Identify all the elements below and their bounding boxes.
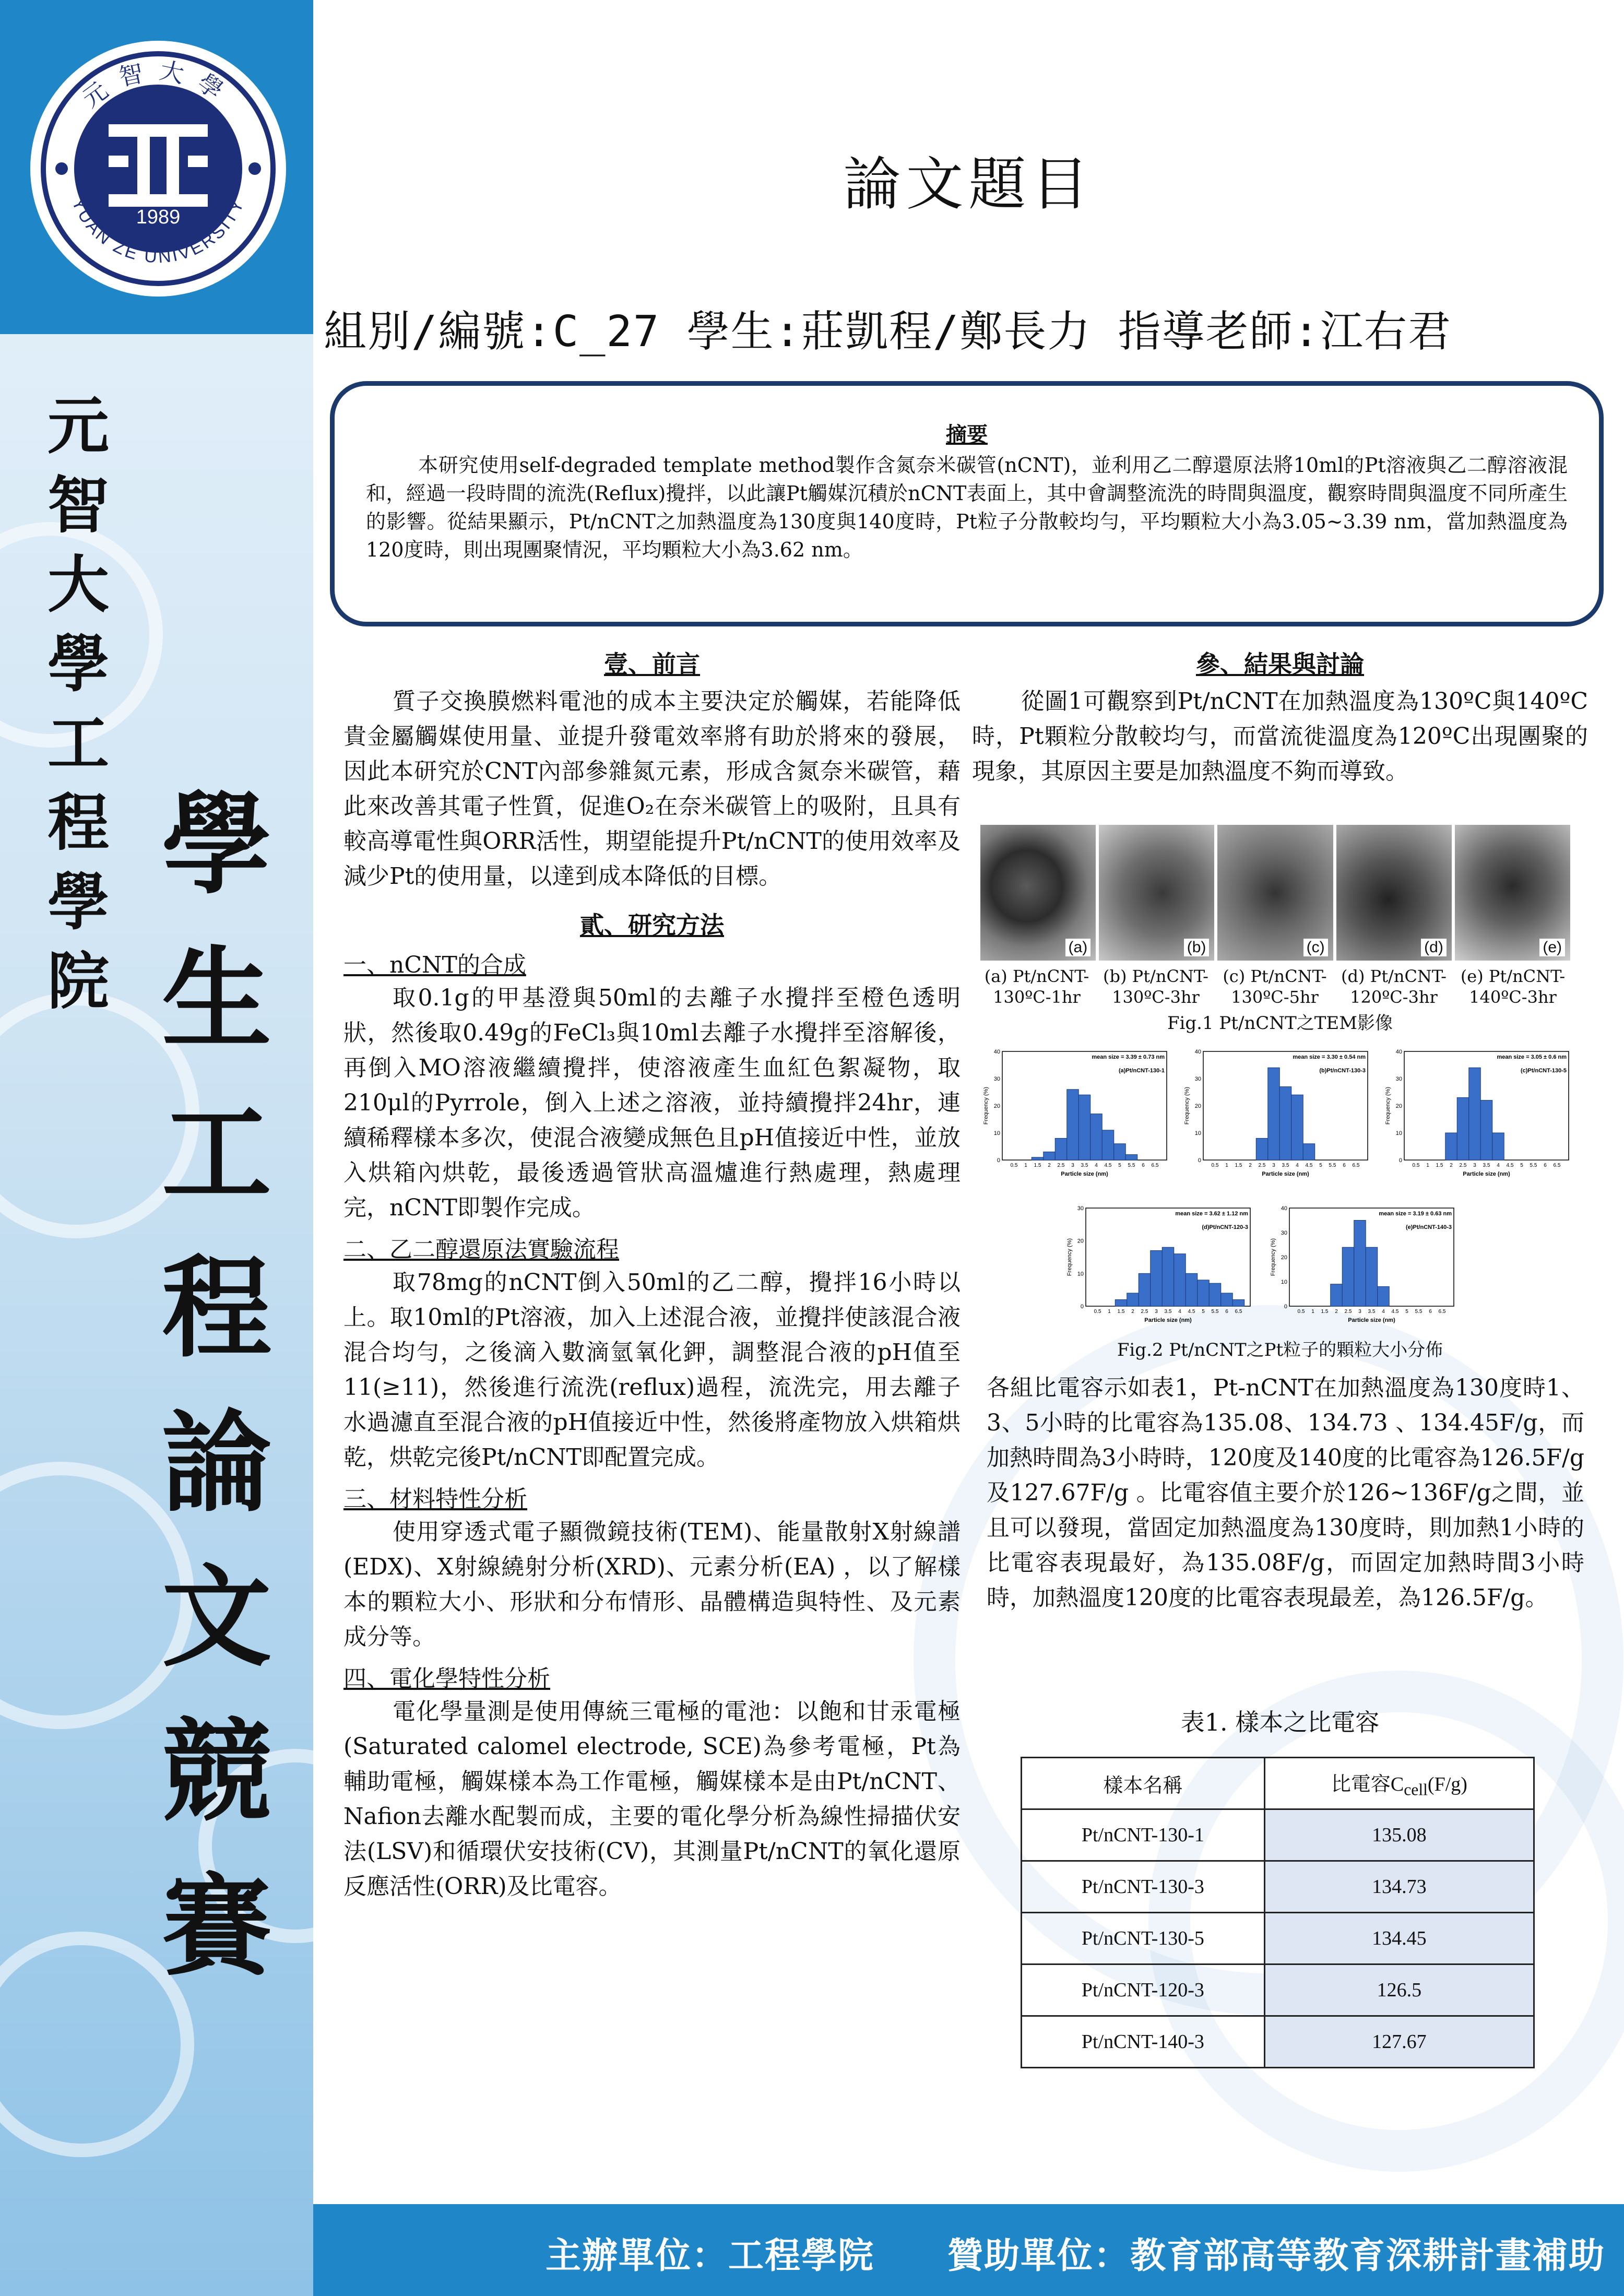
y-tick-label: 30 xyxy=(1395,1076,1402,1082)
histogram-bar xyxy=(1279,1087,1291,1160)
x-tick-label: 6.5 xyxy=(1553,1163,1561,1168)
x-tick-label: 0.5 xyxy=(1412,1163,1420,1168)
abstract-text: 本研究使用self-degraded template method製作含氮奈米碳管(nCNT)，並利用乙二醇還原法將10ml的Pt溶液與乙二醇溶液混和，經過一段時間的流洗(Reflux)攪拌，以此讓Pt觸媒沉積於nCNT表面上，其中會調整流洗的時間與溫度，觀察時間與溫度不同所產生的影響。從結果顯示，Pt/nCNT之加熱溫度為130度與140度時，Pt粒子分散較均勻，平均顆粒大小為3.05~3.39 nm，當加熱溫度為120度時，則出現團聚情況，平均顆粒大小為3.62 nm。 xyxy=(366,454,1568,561)
vertical-char: 程 xyxy=(47,786,109,859)
table-caption: 表1. 樣本之比電容 xyxy=(1180,1708,1380,1736)
histogram-bar xyxy=(1090,1114,1103,1160)
histogram-bar xyxy=(1378,1286,1390,1306)
logo-symbol xyxy=(109,124,208,207)
chart-title: (e)Pt/nCNT-140-3 xyxy=(1405,1224,1452,1230)
x-tick-label: 6 xyxy=(1343,1163,1346,1168)
table-row xyxy=(1022,1861,1534,1913)
x-tick-label: 4.5 xyxy=(1305,1163,1313,1168)
x-tick-label: 1.5 xyxy=(1321,1309,1329,1315)
y-tick-label: 10 xyxy=(1395,1130,1402,1137)
results-heading: 參、結果與討論 xyxy=(1196,650,1364,678)
histogram-bar xyxy=(1044,1152,1056,1160)
y-tick-label: 20 xyxy=(993,1103,1000,1109)
histogram-e xyxy=(1269,1201,1459,1331)
x-tick-label: 6 xyxy=(1429,1309,1432,1315)
y-axis-label: Frequency (%) xyxy=(1066,1238,1073,1276)
x-tick-label: 2 xyxy=(1131,1309,1134,1315)
x-tick-label: 6.5 xyxy=(1438,1309,1446,1315)
y-tick-label: 0 xyxy=(1198,1157,1201,1164)
table-cell-sample: Pt/nCNT-130-3 xyxy=(1022,1861,1265,1913)
logo-year: 1989 xyxy=(136,206,181,228)
chart-title: (d)Pt/nCNT-120-3 xyxy=(1202,1224,1248,1230)
intro-heading: 壹、前言 xyxy=(604,650,700,678)
x-tick-label: 0.5 xyxy=(1094,1309,1101,1315)
x-tick-label: 3 xyxy=(1071,1163,1074,1168)
y-tick-label: 0 xyxy=(1080,1304,1084,1310)
vertical-char: 賽 xyxy=(161,1862,271,1991)
x-tick-label: 4 xyxy=(1382,1309,1385,1315)
y-axis-label: Frequency (%) xyxy=(1184,1086,1190,1125)
methods-text-3: 使用穿透式電子顯微鏡技術(TEM)、能量散射X射線譜(EDX)、X射線繞射分析(XRD)、元素分析(EA) ，以了解樣本的顆粒大小、形狀和分布情形、晶體構造與特性、及元素成分等。 xyxy=(343,1519,961,1650)
x-tick-label: 4.5 xyxy=(1188,1309,1195,1315)
y-tick-label: 10 xyxy=(1077,1271,1084,1277)
x-tick-label: 1 xyxy=(1108,1309,1111,1315)
histogram-bar xyxy=(1445,1133,1457,1160)
histogram-bar xyxy=(1469,1068,1481,1160)
table-header-sample: 樣本名稱 xyxy=(1022,1758,1265,1809)
x-axis-label: Particle size (nm) xyxy=(1463,1171,1510,1177)
x-tick-label: 3.5 xyxy=(1483,1163,1490,1168)
x-tick-label: 5.5 xyxy=(1128,1163,1135,1168)
tem-image-label: (a) xyxy=(1065,939,1091,956)
tem-image xyxy=(1455,825,1570,961)
x-tick-label: 1.5 xyxy=(1117,1309,1125,1315)
x-tick-label: 2 xyxy=(1450,1163,1453,1168)
histogram-bar xyxy=(1354,1221,1366,1307)
x-tick-label: 6 xyxy=(1142,1163,1145,1168)
histogram-bar xyxy=(1067,1090,1079,1160)
table-cell-value: 134.73 xyxy=(1264,1861,1534,1913)
y-axis-label: Frequency (%) xyxy=(1385,1086,1391,1125)
methods-text-4: 電化學量測是使用傳統三電極的電池：以飽和甘汞電極(Saturated calomel electrode, SCE)為參考電極，Pt為輔助電極，觸媒樣本為工作電極，觸媒樣本是由Pt/nCNT、Nafion去離水配製而成，主要的電化學分析為線性掃描伏安法(LSV)和循環伏安技術(CV)，其測量Pt/nCNT的氧化還原反應活性(ORR)及比電容。 xyxy=(343,1698,961,1900)
x-tick-label: 2.5 xyxy=(1141,1309,1148,1315)
chart-annotation: mean size = 3.39 ± 0.73 nm xyxy=(1092,1054,1165,1060)
footer-bar xyxy=(313,2204,1624,2296)
x-tick-label: 4.5 xyxy=(1506,1163,1514,1168)
poster-title: 論文題目 xyxy=(843,151,1094,218)
chart-title: (a)Pt/nCNT-130-1 xyxy=(1118,1068,1165,1074)
x-tick-label: 5 xyxy=(1520,1163,1523,1168)
histogram-b xyxy=(1182,1044,1373,1185)
x-tick-label: 5 xyxy=(1319,1163,1322,1168)
chart-annotation: mean size = 3.30 ± 0.54 nm xyxy=(1293,1054,1366,1060)
chart-title: (b)Pt/nCNT-130-3 xyxy=(1319,1068,1366,1074)
left-column xyxy=(343,642,961,1904)
x-tick-label: 1 xyxy=(1225,1163,1228,1168)
histogram-bar xyxy=(1480,1100,1492,1160)
histogram-bar xyxy=(1232,1299,1244,1306)
logo-star-icons xyxy=(55,162,261,175)
x-tick-label: 6.5 xyxy=(1151,1163,1159,1168)
x-tick-label: 2 xyxy=(1048,1163,1051,1168)
vertical-char: 院 xyxy=(47,945,109,1017)
x-tick-label: 3 xyxy=(1358,1309,1361,1315)
x-tick-label: 2.5 xyxy=(1459,1163,1467,1168)
y-tick-label: 20 xyxy=(1281,1254,1287,1261)
x-tick-label: 4 xyxy=(1296,1163,1299,1168)
y-tick-label: 0 xyxy=(1398,1157,1402,1164)
x-tick-label: 1.5 xyxy=(1034,1163,1041,1168)
chart-annotation: mean size = 3.05 ± 0.6 nm xyxy=(1497,1054,1567,1060)
figure-2-caption: Fig.2 Pt/nCNT之Pt粒子的顆粒大小分佈 xyxy=(1117,1340,1443,1360)
histogram-bar xyxy=(1151,1250,1163,1306)
footer-text: 主辦單位：工程學院 贊助單位：教育部高等教育深耕計畫補助 xyxy=(545,2235,1605,2277)
x-tick-label: 4.5 xyxy=(1391,1309,1399,1315)
x-tick-label: 6 xyxy=(1544,1163,1547,1168)
tem-image xyxy=(1217,825,1333,961)
table-row xyxy=(1022,2016,1534,2068)
tem-image-label: (b) xyxy=(1184,939,1210,956)
vertical-char: 工 xyxy=(47,707,109,779)
abstract-box xyxy=(330,381,1604,626)
tem-caption: (c) Pt/nCNT-130ºC-5hr xyxy=(1223,966,1327,1007)
college-name xyxy=(47,386,110,1021)
histogram-bar xyxy=(1078,1095,1090,1160)
table-header-row xyxy=(1022,1758,1534,1809)
histogram-bar xyxy=(1342,1247,1354,1306)
histogram-bar xyxy=(1162,1247,1174,1306)
chart-annotation: mean size = 3.19 ± 0.63 nm xyxy=(1379,1211,1452,1217)
abstract-heading: 摘要 xyxy=(946,422,988,447)
y-tick-label: 20 xyxy=(1077,1238,1084,1245)
y-tick-label: 30 xyxy=(1281,1230,1287,1236)
x-tick-label: 5.5 xyxy=(1329,1163,1336,1168)
x-tick-label: 2.5 xyxy=(1258,1163,1266,1168)
y-tick-label: 10 xyxy=(1281,1279,1287,1285)
table-cell-value: 135.08 xyxy=(1264,1809,1534,1861)
x-tick-label: 2 xyxy=(1335,1309,1338,1315)
chart-annotation: mean size = 3.62 ± 1.12 nm xyxy=(1175,1211,1248,1217)
histogram-a xyxy=(981,1044,1172,1185)
group-info: 組別/編號:C_27 學生:莊凱程/鄭長力 指導老師:江右君 xyxy=(324,307,1452,357)
table-cell-sample: Pt/nCNT-130-5 xyxy=(1022,1913,1265,1964)
y-tick-label: 20 xyxy=(1194,1103,1201,1109)
x-tick-label: 1 xyxy=(1311,1309,1314,1315)
vertical-char: 論 xyxy=(161,1398,271,1527)
histogram-bar xyxy=(1331,1284,1343,1306)
histogram-bar xyxy=(1186,1273,1198,1306)
table-cell-sample: Pt/nCNT-140-3 xyxy=(1022,2016,1265,2068)
x-tick-label: 4 xyxy=(1095,1163,1098,1168)
x-axis-label: Particle size (nm) xyxy=(1348,1317,1395,1323)
x-tick-label: 3.5 xyxy=(1164,1309,1172,1315)
x-tick-label: 5.5 xyxy=(1530,1163,1537,1168)
y-tick-label: 20 xyxy=(1395,1103,1402,1109)
methods-subheading-4: 四、電化學特性分析 xyxy=(343,1665,550,1692)
histogram-bar xyxy=(1115,1299,1127,1306)
methods-subheading-2: 二、乙二醇還原法實驗流程 xyxy=(343,1236,619,1263)
x-tick-label: 5 xyxy=(1202,1309,1205,1315)
histogram-bar xyxy=(1492,1133,1504,1160)
histogram-bar xyxy=(1256,1138,1268,1160)
methods-heading: 貳、研究方法 xyxy=(580,911,724,939)
x-tick-label: 2.5 xyxy=(1344,1309,1352,1315)
x-axis-label: Particle size (nm) xyxy=(1262,1171,1309,1177)
x-tick-label: 0.5 xyxy=(1297,1309,1305,1315)
x-tick-label: 0.5 xyxy=(1010,1163,1018,1168)
histogram-bar xyxy=(1366,1247,1378,1306)
table-cell-value: 127.67 xyxy=(1264,2016,1534,2068)
methods-subheading-1: 一、nCNT的合成 xyxy=(343,952,526,978)
histogram-bar xyxy=(1032,1157,1044,1160)
x-tick-label: 3.5 xyxy=(1282,1163,1289,1168)
histogram-bar xyxy=(1221,1293,1233,1306)
vertical-char: 學 xyxy=(161,780,271,909)
vertical-char: 學 xyxy=(47,866,109,938)
tem-caption: (a) Pt/nCNT-130ºC-1hr xyxy=(984,966,1089,1007)
table-header-capacitance: 比電容$C_{cell}(F/g)$ xyxy=(1264,1758,1534,1809)
histogram-bar xyxy=(1291,1095,1303,1160)
x-tick-label: 3 xyxy=(1272,1163,1275,1168)
results-text-2: 各組比電容示如表1，Pt-nCNT在加熱溫度為130度時1、3、5小時的比電容為135.08、134.73 、134.45F/g，而加熱時間為3小時時，120度及140度的比電容為126.5F/g及127.67F/g 。比電容值主要介於126~136F/g之間，並且可以發現，當固定加熱溫度為130度時，則加熱1小時的比電容表現最好，為135.08F/g，而固定加熱時間3小時時，加熱溫度120度的比電容表現最差，為126.5F/g。 xyxy=(987,1375,1584,1611)
figure-1-caption: Fig.1 Pt/nCNT之TEM影像 xyxy=(1167,1013,1393,1034)
x-axis-label: Particle size (nm) xyxy=(1061,1171,1108,1177)
logo-bottom-text: YUAN ZE UNIVERSITY xyxy=(67,195,249,267)
tem-image-label: (d) xyxy=(1421,939,1447,956)
y-axis-label: Frequency (%) xyxy=(983,1086,989,1125)
x-tick-label: 5 xyxy=(1118,1163,1121,1168)
histogram-c xyxy=(1383,1044,1574,1185)
x-tick-label: 6.5 xyxy=(1352,1163,1360,1168)
vertical-char: 工 xyxy=(161,1089,271,1218)
histogram-bar xyxy=(1055,1138,1067,1160)
table-row xyxy=(1022,1913,1534,1964)
y-tick-label: 30 xyxy=(1194,1076,1201,1082)
histogram-bar xyxy=(1102,1130,1114,1160)
y-tick-label: 30 xyxy=(1077,1205,1084,1212)
table-cell-sample: Pt/nCNT-130-1 xyxy=(1022,1809,1265,1861)
tem-caption: (e) Pt/nCNT-140ºC-3hr xyxy=(1460,966,1566,1007)
x-tick-label: 0.5 xyxy=(1211,1163,1219,1168)
sidebar xyxy=(0,0,313,2296)
x-tick-label: 5 xyxy=(1405,1309,1408,1315)
methods-text-2: 取78mg的nCNT倒入50ml的乙二醇，攪拌16小時以上。取10ml的Pt溶液，加入上述混合液，並攪拌使該混合液混合均勻，之後滴入數滴氫氧化鉀，調整混合液的pH值至11(≥11)，然後進行流洗(reflux)過程，流洗完，用去離子水過濾直至混合液的pH值接近中性，然後將產物放入烘箱烘乾，烘乾完後Pt/nCNT即配置完成。 xyxy=(343,1269,961,1471)
y-tick-label: 40 xyxy=(1395,1049,1402,1055)
x-tick-label: 1.5 xyxy=(1235,1163,1242,1168)
y-tick-label: 40 xyxy=(993,1049,1000,1055)
vertical-char: 競 xyxy=(161,1707,271,1836)
x-tick-label: 1 xyxy=(1024,1163,1027,1168)
x-tick-label: 4.5 xyxy=(1104,1163,1112,1168)
x-tick-label: 5.5 xyxy=(1211,1309,1219,1315)
x-tick-label: 6.5 xyxy=(1235,1309,1242,1315)
x-axis-label: Particle size (nm) xyxy=(1144,1317,1192,1323)
right-column xyxy=(972,642,1588,789)
tem-image-label: (c) xyxy=(1303,939,1328,956)
y-tick-label: 0 xyxy=(997,1157,1000,1164)
tem-captions xyxy=(977,966,1572,1008)
y-tick-label: 40 xyxy=(1281,1205,1287,1212)
vertical-char: 學 xyxy=(47,628,109,700)
y-tick-label: 10 xyxy=(993,1130,1000,1137)
capacitance-table xyxy=(1021,1757,1535,2068)
histogram-bar xyxy=(1457,1097,1469,1160)
histogram-bar xyxy=(1209,1283,1221,1306)
x-tick-label: 3.5 xyxy=(1081,1163,1088,1168)
histogram-bar xyxy=(1198,1280,1210,1306)
y-axis-label: Frequency (%) xyxy=(1270,1238,1276,1276)
x-tick-label: 5.5 xyxy=(1415,1309,1423,1315)
histogram-bar xyxy=(1125,1155,1137,1160)
vertical-char: 程 xyxy=(161,1244,271,1372)
logo-top-text: 元智大學 xyxy=(77,56,240,113)
x-tick-label: 4 xyxy=(1497,1163,1500,1168)
methods-text-1: 取0.1g的甲基澄與50ml的去離子水攪拌至橙色透明狀，然後取0.49g的FeCl₃與10ml去離子水攪拌至溶解後，再倒入MO溶液繼續攪拌，使溶液產生血紅色絮凝物，取210μl的Pyrrole，倒入上述之溶液，並持續攪拌24hr，連續稀釋樣本多次，使混合液變成無色且pH值接近中性，並放入烘箱內烘乾，最後透過管狀高溫爐進行熱處理，熱處理完，nCNT即製作完成。 xyxy=(343,985,961,1221)
tem-caption: (d) Pt/nCNT-120ºC-3hr xyxy=(1341,966,1447,1007)
tem-image-row xyxy=(980,825,1570,961)
tem-image xyxy=(1336,825,1452,961)
y-tick-label: 10 xyxy=(1194,1130,1201,1137)
histogram-bar xyxy=(1127,1293,1139,1306)
results-discussion xyxy=(987,1370,1584,1615)
tem-image-label: (e) xyxy=(1539,939,1565,956)
y-tick-label: 0 xyxy=(1284,1304,1287,1310)
vertical-char: 元 xyxy=(47,389,109,462)
x-tick-label: 6 xyxy=(1225,1309,1228,1315)
histogram-bar xyxy=(1174,1254,1186,1306)
x-tick-label: 3 xyxy=(1155,1309,1158,1315)
y-tick-label: 40 xyxy=(1194,1049,1201,1055)
histogram-bar xyxy=(1139,1273,1151,1306)
x-tick-label: 1 xyxy=(1426,1163,1429,1168)
intro-text: 質子交換膜燃料電池的成本主要決定於觸媒，若能降低貴金屬觸媒使用量、並提升發電效率將有助於將來的發展，因此本研究於CNT內部參雜氮元素，形成含氮奈米碳管，藉此來改善其電子性質，促進O₂在奈米碳管上的吸附，且具有較高導電性與ORR活性，期望能提升Pt/nCNT的使用效率及減少Pt的使用量，以達到成本降低的目標。 xyxy=(343,688,961,890)
histogram-bar xyxy=(1268,1068,1280,1160)
y-tick-label: 30 xyxy=(993,1076,1000,1082)
table-cell-value: 134.45 xyxy=(1264,1913,1534,1964)
table-row xyxy=(1022,1964,1534,2016)
table-cell-value: 126.5 xyxy=(1264,1964,1534,2016)
vertical-char: 大 xyxy=(47,548,109,621)
contest-name xyxy=(157,767,277,2004)
x-tick-label: 2.5 xyxy=(1057,1163,1065,1168)
table-row xyxy=(1022,1809,1534,1861)
methods-subheading-3: 三、材料特性分析 xyxy=(343,1486,527,1512)
vertical-char: 智 xyxy=(47,469,109,541)
table-cell-sample: Pt/nCNT-120-3 xyxy=(1022,1964,1265,2016)
tem-image xyxy=(1099,825,1214,961)
tem-caption: (b) Pt/nCNT-130ºC-3hr xyxy=(1103,966,1208,1007)
x-tick-label: 4 xyxy=(1178,1309,1181,1315)
x-tick-label: 2 xyxy=(1249,1163,1252,1168)
histogram-bar xyxy=(1114,1144,1126,1160)
x-tick-label: 3.5 xyxy=(1368,1309,1376,1315)
x-tick-label: 3 xyxy=(1473,1163,1476,1168)
x-tick-label: 1.5 xyxy=(1436,1163,1443,1168)
histogram-d xyxy=(1065,1201,1255,1331)
vertical-char: 文 xyxy=(161,1553,271,1682)
tem-image xyxy=(980,825,1096,961)
logo-graphics xyxy=(30,41,286,297)
vertical-char: 生 xyxy=(161,934,271,1063)
results-text-1: 從圖1可觀察到Pt/nCNT在加熱溫度為130ºC與140ºC時，Pt顆粒分散較均勻，而當流徙溫度為120ºC出現團聚的現象，其原因主要是加熱溫度不夠而導致。 xyxy=(972,688,1588,785)
chart-title: (c)Pt/nCNT-130-5 xyxy=(1520,1068,1567,1074)
histogram-bar xyxy=(1303,1144,1315,1160)
